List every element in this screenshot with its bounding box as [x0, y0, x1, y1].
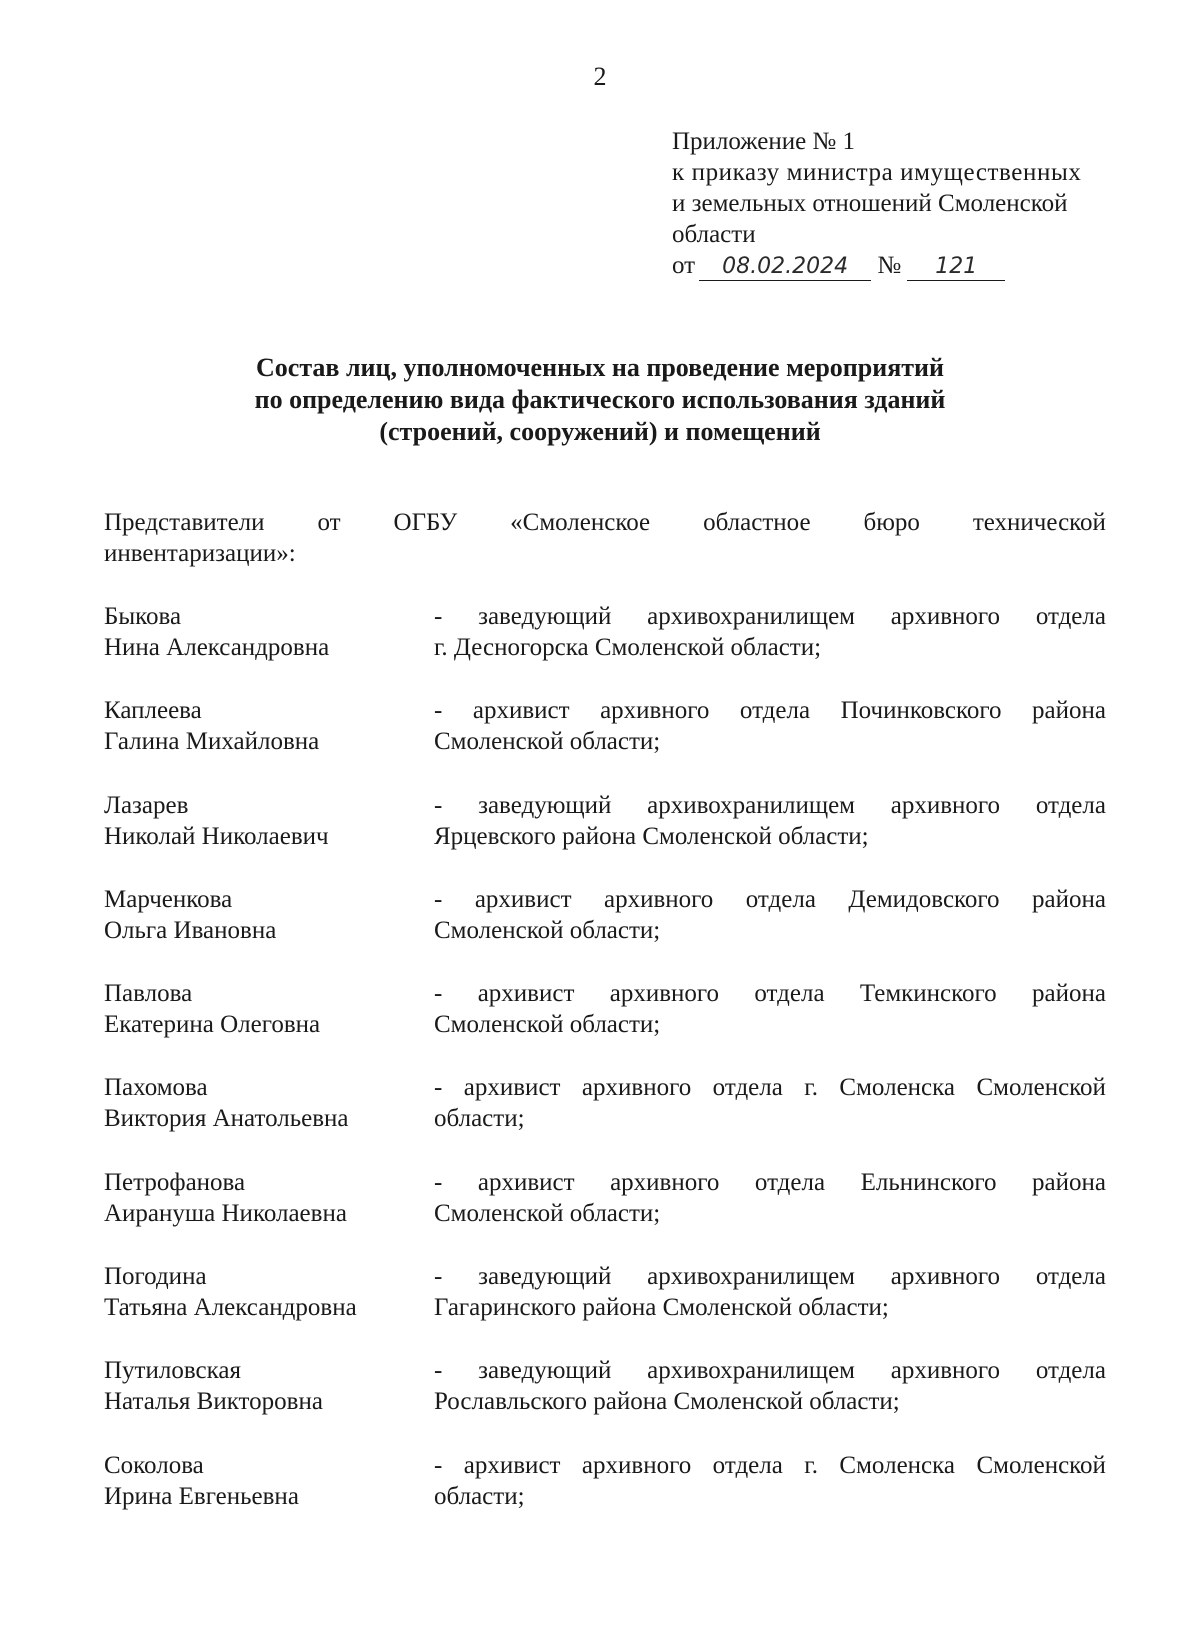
role-word: архивного	[890, 1263, 1001, 1291]
person-role	[434, 790, 1106, 852]
role-word: отдела	[712, 1451, 783, 1479]
person-role	[434, 978, 1106, 1040]
role-word: -	[434, 1263, 443, 1291]
role-word: архивист	[474, 885, 572, 913]
role-word: заведующий	[478, 791, 612, 819]
person-entry	[104, 1167, 1106, 1261]
person-entry	[104, 1072, 1106, 1166]
person-given-names: Николай Николаевич	[104, 822, 329, 850]
role-line-1	[434, 1261, 1106, 1292]
role-word: архивист	[472, 697, 570, 725]
person-name	[104, 1072, 414, 1134]
role-word: района	[1032, 885, 1106, 913]
intro-word: Представители	[104, 509, 265, 536]
role-word: Демидовского	[848, 885, 1000, 913]
role-word: Смоленской	[976, 1451, 1106, 1479]
person-given-names: Виктория Анатольевна	[104, 1105, 349, 1133]
role-word: -	[434, 885, 443, 913]
role-line-2: Гагаринского района Смоленской области;	[434, 1294, 889, 1322]
document-title	[0, 352, 1200, 448]
role-word: Смоленска	[839, 1074, 955, 1102]
role-word: отдела	[745, 885, 816, 913]
person-entry	[104, 1450, 1106, 1544]
role-line-2: г. Десногорска Смоленской области;	[434, 634, 822, 661]
role-word: отдела	[1035, 1357, 1106, 1385]
role-word: Починковского	[840, 697, 1002, 725]
role-line-2: Рославльского района Смоленской области;	[434, 1388, 900, 1416]
role-word: архивохранилищем	[647, 791, 856, 819]
role-line-1	[434, 978, 1106, 1009]
person-entry	[104, 695, 1106, 789]
person-given-names: Галина Михайловна	[104, 728, 320, 756]
role-word: -	[434, 697, 443, 725]
role-word: архивохранилищем	[647, 1263, 856, 1291]
title-line-2: по определению вида фактического использования зданий	[254, 385, 946, 414]
role-line-1	[434, 1072, 1106, 1103]
person-entry	[104, 978, 1106, 1072]
role-word: архивохранилищем	[647, 1357, 856, 1385]
role-word: -	[434, 791, 443, 819]
role-line-1	[434, 601, 1106, 632]
person-name	[104, 978, 414, 1040]
role-word: архивного	[603, 885, 714, 913]
person-name	[104, 1355, 414, 1417]
role-word: -	[434, 1168, 443, 1196]
person-role	[434, 1261, 1106, 1323]
intro-word: областное	[703, 509, 811, 536]
intro-paragraph	[104, 507, 1106, 569]
person-name	[104, 695, 414, 757]
role-line-1	[434, 884, 1106, 915]
person-entry	[104, 790, 1106, 884]
role-word: Темкинского	[859, 980, 997, 1008]
order-number: 121	[907, 254, 1005, 281]
role-word: г.	[804, 1451, 818, 1479]
role-word: архивного	[581, 1451, 692, 1479]
person-given-names: Аирануша Николаевна	[104, 1199, 347, 1227]
role-word: заведующий	[478, 1357, 612, 1385]
role-word: отдела	[1035, 603, 1106, 630]
person-name	[104, 790, 414, 852]
title-line-3: (строений, сооружений) и помещений	[379, 417, 821, 446]
person-surname: Погодина	[104, 1263, 207, 1291]
role-word: района	[1032, 1168, 1106, 1196]
person-surname: Соколова	[104, 1451, 204, 1479]
role-word: -	[434, 980, 443, 1008]
person-given-names: Ольга Ивановна	[104, 916, 277, 944]
person-surname: Пахомова	[104, 1074, 208, 1102]
person-entry	[104, 601, 1106, 695]
role-line-2: Смоленской области;	[434, 728, 661, 756]
role-line-2: области;	[434, 1105, 525, 1133]
date-prefix: от	[672, 252, 696, 279]
role-word: архивист	[463, 1451, 561, 1479]
appendix-line-4: области	[672, 221, 756, 248]
role-word: архивист	[463, 1074, 561, 1102]
role-word: архивного	[609, 980, 720, 1008]
role-word: архивного	[890, 603, 1001, 630]
person-name	[104, 884, 414, 946]
intro-word: бюро	[863, 509, 920, 536]
role-word: -	[434, 1074, 443, 1102]
person-role	[434, 695, 1106, 757]
role-word: отдела	[754, 980, 825, 1008]
role-word: Смоленска	[839, 1451, 955, 1479]
role-word: Ельнинского	[860, 1168, 997, 1196]
person-surname: Петрофанова	[104, 1168, 246, 1196]
person-role	[434, 884, 1106, 946]
intro-line-2: инвентаризации»:	[104, 540, 296, 567]
role-word: отдела	[712, 1074, 783, 1102]
intro-word: технической	[972, 509, 1106, 536]
role-word: архивного	[600, 697, 710, 725]
appendix-line-3: и земельных отношений Смоленской	[672, 190, 1068, 217]
order-date-line	[672, 250, 1112, 281]
role-word: отдела	[739, 697, 811, 725]
person-role	[434, 1450, 1106, 1512]
role-line-2: Смоленской области;	[434, 916, 661, 944]
appendix-line-2: к приказу министра имущественных	[672, 159, 1082, 186]
role-line-2: области;	[434, 1482, 525, 1510]
person-role	[434, 1167, 1106, 1229]
intro-word: «Смоленское	[510, 509, 651, 536]
appendix-line-1: Приложение № 1	[672, 128, 856, 155]
intro-line-1	[104, 507, 1106, 538]
role-word: -	[434, 603, 443, 630]
role-word: архивного	[890, 791, 1001, 819]
person-surname: Лазарев	[104, 791, 189, 819]
role-word: г.	[804, 1074, 818, 1102]
role-word: архивохранилищем	[647, 603, 856, 630]
role-line-2: Смоленской области;	[434, 1199, 661, 1227]
intro-word: от	[317, 509, 341, 536]
person-name	[104, 1167, 414, 1229]
role-word: архивного	[581, 1074, 692, 1102]
person-entry	[104, 1355, 1106, 1449]
person-given-names: Ирина Евгеньевна	[104, 1482, 299, 1510]
role-word: Смоленской	[976, 1074, 1106, 1102]
role-word: архивист	[477, 980, 575, 1008]
role-word: отдела	[1035, 1263, 1106, 1291]
person-role	[434, 1355, 1106, 1417]
person-role	[434, 1072, 1106, 1134]
role-word: района	[1032, 697, 1106, 725]
person-name	[104, 601, 414, 663]
title-line-1: Состав лиц, уполномоченных на проведение мероприятий	[256, 353, 944, 382]
person-entry	[104, 884, 1106, 978]
person-surname: Марченкова	[104, 885, 233, 913]
order-date: 08.02.2024	[699, 254, 871, 281]
role-line-1	[434, 695, 1106, 726]
role-line-1	[434, 1450, 1106, 1481]
role-word: заведующий	[478, 603, 612, 630]
person-surname: Быкова	[104, 603, 182, 630]
role-word: архивист	[477, 1168, 575, 1196]
person-surname: Путиловская	[104, 1357, 241, 1385]
role-line-1	[434, 1167, 1106, 1198]
appendix-header	[672, 126, 1112, 281]
role-line-2: Ярцевского района Смоленской области;	[434, 822, 869, 850]
role-line-1	[434, 1355, 1106, 1386]
people-list	[104, 601, 1106, 1544]
person-entry	[104, 1261, 1106, 1355]
role-word: отдела	[754, 1168, 826, 1196]
role-word: отдела	[1035, 791, 1106, 819]
person-surname: Каплеева	[104, 697, 202, 725]
person-given-names: Наталья Викторовна	[104, 1388, 323, 1416]
role-word: -	[434, 1451, 443, 1479]
person-given-names: Татьяна Александровна	[104, 1294, 357, 1322]
person-surname: Павлова	[104, 980, 193, 1008]
person-role	[434, 601, 1106, 663]
role-line-1	[434, 790, 1106, 821]
page-number: 2	[593, 62, 607, 91]
number-prefix: №	[877, 252, 902, 279]
role-line-2: Смоленской области;	[434, 1011, 661, 1039]
role-word: -	[434, 1357, 443, 1385]
role-word: заведующий	[478, 1263, 612, 1291]
role-word: архивного	[890, 1357, 1001, 1385]
intro-word: ОГБУ	[393, 509, 458, 536]
role-word: района	[1032, 980, 1106, 1008]
person-given-names: Екатерина Олеговна	[104, 1011, 321, 1039]
role-word: архивного	[610, 1168, 720, 1196]
person-given-names: Нина Александровна	[104, 634, 330, 661]
person-name	[104, 1450, 414, 1512]
person-name	[104, 1261, 414, 1323]
